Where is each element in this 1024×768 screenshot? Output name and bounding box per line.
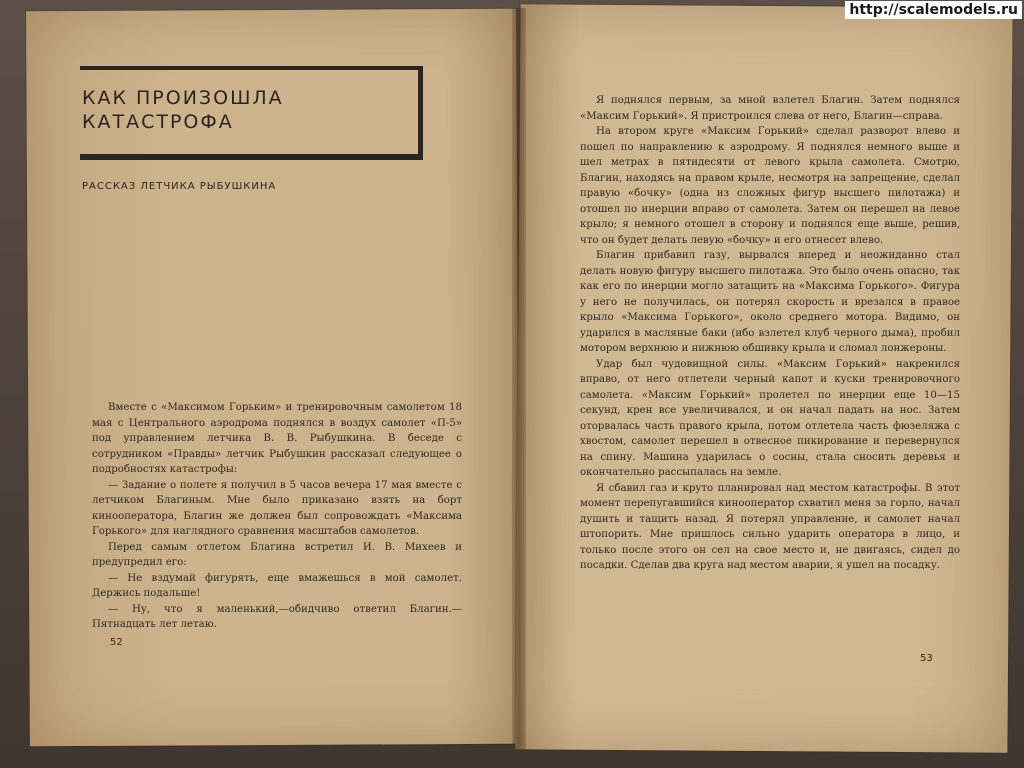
page-number-right: 53 <box>920 653 933 664</box>
page-number-left: 52 <box>110 637 123 648</box>
title-line-2: КАТАСТРОФА <box>82 111 234 133</box>
right-page-body <box>580 93 960 574</box>
paragraph: Удар был чудовищной силы. «Максим Горький» накренился вправо, от него отлетели черный капот и куски тренировочного самолета. «Максим Горький» пролетел по инерции еще 10—15 секунд, крен все увеличивался, и он начал падать на нос. Затем оторвалась часть правого крыла, потом отлетела часть фюзеляжа с хвостом, самолет перешел в отвесное пикирование и перевернулся на спину. Машина ударилась о сосны, стала сносить деревья и окончательно рассыпалась на земле. <box>580 358 960 478</box>
paragraph: Вместе с «Максимом Горьким» и тренировочным самолетом 18 мая с Центрального аэродрома поднялся в воздух самолет «П-5» под управлением летчика В. В. Рыбушкина. В беседе с сотрудником «Правды» летчик Рыбушкин рассказал следующее о подробностях катастрофы: <box>92 402 462 475</box>
book-gutter <box>512 8 526 750</box>
article-title <box>82 86 402 134</box>
paragraph: — Задание о полете я получил в 5 часов вечера 17 мая вместе с летчиком Благиным. Мне было приказано взять на борт кинооператора, Благин же должен был сопровождать «Максима Горького» для наглядного сравнения масштабов самолетов. <box>92 479 462 537</box>
paragraph: Я сбавил газ и круто планировал над местом катастрофы. В этот момент перепугавшийся кинооператор схватил меня за горло, начал душить и тащить назад. Я потерял управление, и самолет начал штопорить. Мне пришлось сильно ударить оператора в лицо, и только после этого он сел на свое место и, не двигаясь, сидел до посадки. Сделав два круга над местом аварии, я ушел на посадку. <box>580 482 960 571</box>
title-line-1: КАК ПРОИЗОШЛА <box>82 87 284 109</box>
paragraph: Благин прибавил газу, вырвался вперед и неожиданно стал делать новую фигуру высшего пилотажа. Это было очень опасно, так как его по инерции могло затащить на «Максима Горького». Фигура у него не получилась, он потерял скорость и врезался в правое крыло «Максима Горького», около среднего мотора. Видимо, он ударился в масляные баки (ибо взлетел клуб черного дыма), пробил мотором верхнюю и нижнюю обшивку крыла и сломал лонжероны. <box>580 250 960 354</box>
paragraph: Перед самым отлетом Благина встретил И. В. Михеев и предупредил его: <box>92 541 462 568</box>
paragraph: — Не вздумай фигурять, еще вмажешься в мой самолет. Держись подальше! <box>92 572 462 599</box>
paragraph: Я поднялся первым, за мной взлетел Благин. Затем поднялся «Максим Горький». Я пристроился слева от него, Благин—справа. <box>580 95 960 122</box>
left-page-body <box>92 400 462 633</box>
watermark-url: http://scalemodels.ru <box>845 1 1022 19</box>
paragraph: На втором круге «Максим Горький» сделал разворот влево и пошел по направлению к аэродрому. Я поднялся немного выше и шел метрах в пятидесяти от левого крыла самолета. Смотрю, Благин, находясь на правом крыле, несмотря на запрещение, сделал правую «бочку» (одна из сложных фигур высшего пилотажа) и отошел по инерции вправо от самолета. Затем он перешел на левое крыло; я немного отошел в сторону и поднялся еще выше, решив, что он будет делать левую «бочку» и его отнесет влево. <box>580 126 960 246</box>
article-subtitle: РАССКАЗ ЛЕТЧИКА РЫБУШКИНА <box>82 181 277 192</box>
paragraph: — Ну, что я маленький,—обидчиво ответил Благин.—Пятнадцать лет летаю. <box>92 603 462 630</box>
